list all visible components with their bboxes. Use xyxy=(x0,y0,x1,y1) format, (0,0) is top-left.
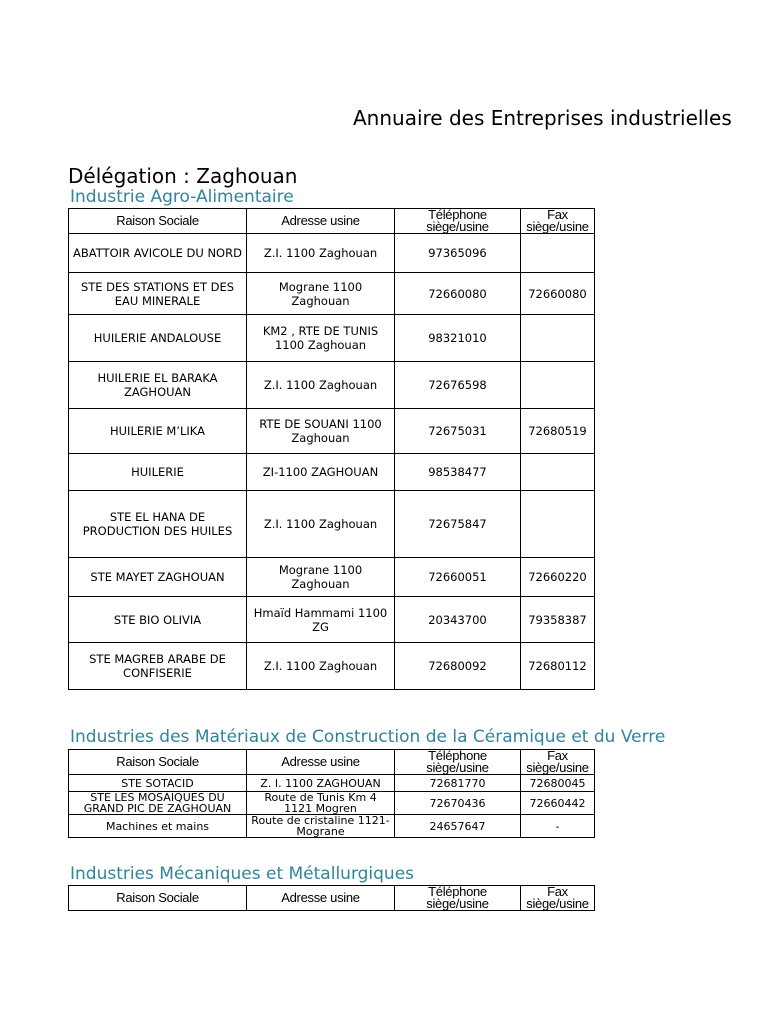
cell-tel: 72680092 xyxy=(395,643,521,690)
header-adresse: Adresse usine xyxy=(247,209,395,234)
header-fax: Fax siège/usine xyxy=(521,209,595,234)
table-row xyxy=(69,234,595,273)
cell-adresse: Z. I. 1100 ZAGHOUAN xyxy=(247,775,395,792)
cell-tel: 98321010 xyxy=(395,315,521,362)
cell-adresse: ZI-1100 ZAGHOUAN xyxy=(247,454,395,491)
cell-raison: Machines et mains xyxy=(69,815,247,838)
cell-raison: STE BIO OLIVIA xyxy=(69,597,247,643)
table-row xyxy=(69,558,595,597)
cell-fax: 72680045 xyxy=(521,775,595,792)
delegation-heading: Délégation : Zaghouan xyxy=(68,164,298,188)
cell-adresse: Z.I. 1100 Zaghouan xyxy=(247,491,395,558)
cell-adresse: Route de cristaline 1121-Mograne xyxy=(247,815,395,838)
table-row xyxy=(69,775,595,792)
cell-raison: STE MAYET ZAGHOUAN xyxy=(69,558,247,597)
cell-fax xyxy=(521,234,595,273)
table-row xyxy=(69,362,595,409)
cell-raison: HUILERIE EL BARAKA ZAGHOUAN xyxy=(69,362,247,409)
table-row xyxy=(69,597,595,643)
cell-tel: 72675031 xyxy=(395,409,521,454)
table-row xyxy=(69,315,595,362)
table-row xyxy=(69,815,595,838)
cell-fax: 72660080 xyxy=(521,273,595,315)
header-telephone: Téléphone siège/usine xyxy=(395,750,521,775)
header-fax: Fax siège/usine xyxy=(521,750,595,775)
cell-raison: STE SOTACID xyxy=(69,775,247,792)
cell-fax xyxy=(521,362,595,409)
materiaux-table xyxy=(68,749,595,838)
cell-adresse: KM2 , RTE DE TUNIS 1100 Zaghouan xyxy=(247,315,395,362)
table-row xyxy=(69,273,595,315)
cell-tel: 72670436 xyxy=(395,792,521,815)
cell-tel: 97365096 xyxy=(395,234,521,273)
cell-raison: STE LES MOSAIQUES DU GRAND PIC DE ZAGHOUAN xyxy=(69,792,247,815)
header-telephone: Téléphone siège/usine xyxy=(395,886,521,911)
header-raison: Raison Sociale xyxy=(69,886,247,911)
cell-tel: 72660051 xyxy=(395,558,521,597)
document-title: Annuaire des Entreprises industrielles xyxy=(353,106,732,130)
table-row xyxy=(69,792,595,815)
cell-raison: STE MAGREB ARABE DE CONFISERIE xyxy=(69,643,247,690)
section-title-agro: Industrie Agro-Alimentaire xyxy=(70,187,294,207)
mecaniques-table xyxy=(68,885,595,911)
cell-tel: 72675847 xyxy=(395,491,521,558)
cell-tel: 24657647 xyxy=(395,815,521,838)
cell-adresse: Z.I. 1100 Zaghouan xyxy=(247,362,395,409)
cell-adresse: Route de Tunis Km 4 1121 Mogren xyxy=(247,792,395,815)
cell-fax xyxy=(521,315,595,362)
cell-tel: 20343700 xyxy=(395,597,521,643)
cell-fax xyxy=(521,454,595,491)
cell-tel: 72676598 xyxy=(395,362,521,409)
cell-adresse: Z.I. 1100 Zaghouan xyxy=(247,234,395,273)
cell-fax: 79358387 xyxy=(521,597,595,643)
cell-raison: STE DES STATIONS ET DES EAU MINERALE xyxy=(69,273,247,315)
cell-raison: STE EL HANA DE PRODUCTION DES HUILES xyxy=(69,491,247,558)
header-raison: Raison Sociale xyxy=(69,750,247,775)
cell-raison: ABATTOIR AVICOLE DU NORD xyxy=(69,234,247,273)
table-row xyxy=(69,643,595,690)
header-fax: Fax siège/usine xyxy=(521,886,595,911)
cell-raison: HUILERIE ANDALOUSE xyxy=(69,315,247,362)
section-title-mecaniques: Industries Mécaniques et Métallurgiques xyxy=(70,864,415,884)
cell-tel: 72681770 xyxy=(395,775,521,792)
cell-adresse: RTE DE SOUANI 1100 Zaghouan xyxy=(247,409,395,454)
header-telephone: Téléphone siège/usine xyxy=(395,209,521,234)
cell-fax: 72680519 xyxy=(521,409,595,454)
cell-tel: 98538477 xyxy=(395,454,521,491)
cell-tel: 72660080 xyxy=(395,273,521,315)
cell-fax: 72660220 xyxy=(521,558,595,597)
cell-adresse: Hmaïd Hammami 1100 ZG xyxy=(247,597,395,643)
cell-adresse: Mograne 1100 Zaghouan xyxy=(247,558,395,597)
agro-table xyxy=(68,208,595,690)
header-raison: Raison Sociale xyxy=(69,209,247,234)
cell-fax: 72680112 xyxy=(521,643,595,690)
cell-raison: HUILERIE xyxy=(69,454,247,491)
section-title-materiaux: Industries des Matériaux de Construction de la Céramique et du Verre xyxy=(70,727,666,747)
table-row xyxy=(69,491,595,558)
cell-adresse: Mograne 1100 Zaghouan xyxy=(247,273,395,315)
cell-fax: - xyxy=(521,815,595,838)
header-adresse: Adresse usine xyxy=(247,886,395,911)
table-row xyxy=(69,409,595,454)
header-adresse: Adresse usine xyxy=(247,750,395,775)
cell-adresse: Z.I. 1100 Zaghouan xyxy=(247,643,395,690)
cell-raison: HUILERIE M’LIKA xyxy=(69,409,247,454)
table-row xyxy=(69,454,595,491)
cell-fax xyxy=(521,491,595,558)
cell-fax: 72660442 xyxy=(521,792,595,815)
